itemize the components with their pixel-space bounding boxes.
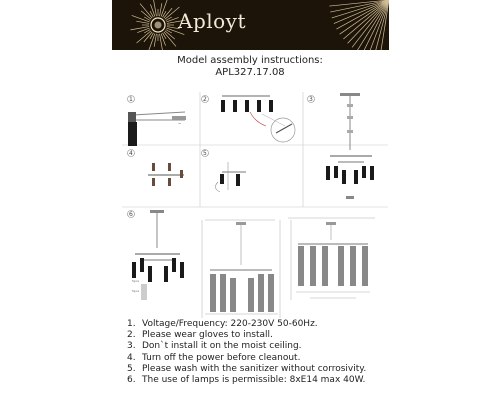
step-6-diagram (128, 210, 185, 300)
brand-logo-text: Aployt (178, 9, 247, 33)
svg-text:5pcs: 5pcs (132, 289, 140, 293)
list-item: 1. Voltage/Frequency: 220-230V 50-60Hz. (127, 319, 318, 329)
step-5-diagram (202, 150, 247, 193)
step-5-number: 5 (203, 150, 207, 157)
model-number: APL327.17.08 (215, 67, 285, 78)
step-2-diagram (202, 96, 296, 143)
list-item: 2. Please wear gloves to install. (127, 330, 273, 341)
svg-text:5pcs: 5pcs (132, 279, 140, 283)
list-item: 6. The use of lamps is permissible: 8xE14 max 40W. (127, 375, 366, 386)
step-3-diagram (308, 93, 375, 199)
svg-text:~: ~ (178, 121, 182, 126)
instructions-title: Model assembly instructions: (177, 55, 323, 66)
list-item: 5. Please wash with the sanitizer without corrosivity. (127, 363, 367, 374)
step-1-diagram (128, 96, 187, 147)
list-item: 4. Turn off the power before cleanout. (127, 352, 301, 363)
step-1-number: 1 (129, 96, 133, 103)
list-item: 3. Don`t install it on the moist ceiling. (127, 341, 302, 352)
dimension-drawing-front (202, 220, 280, 318)
step-2-number: 2 (203, 96, 207, 103)
step-4-number: 4 (129, 150, 133, 157)
step-4-diagram (128, 150, 185, 187)
dimension-drawing-side (288, 218, 375, 300)
step-3-number: 3 (309, 96, 313, 103)
step-6-number: 6 (129, 211, 133, 218)
instructions-list (127, 319, 366, 386)
